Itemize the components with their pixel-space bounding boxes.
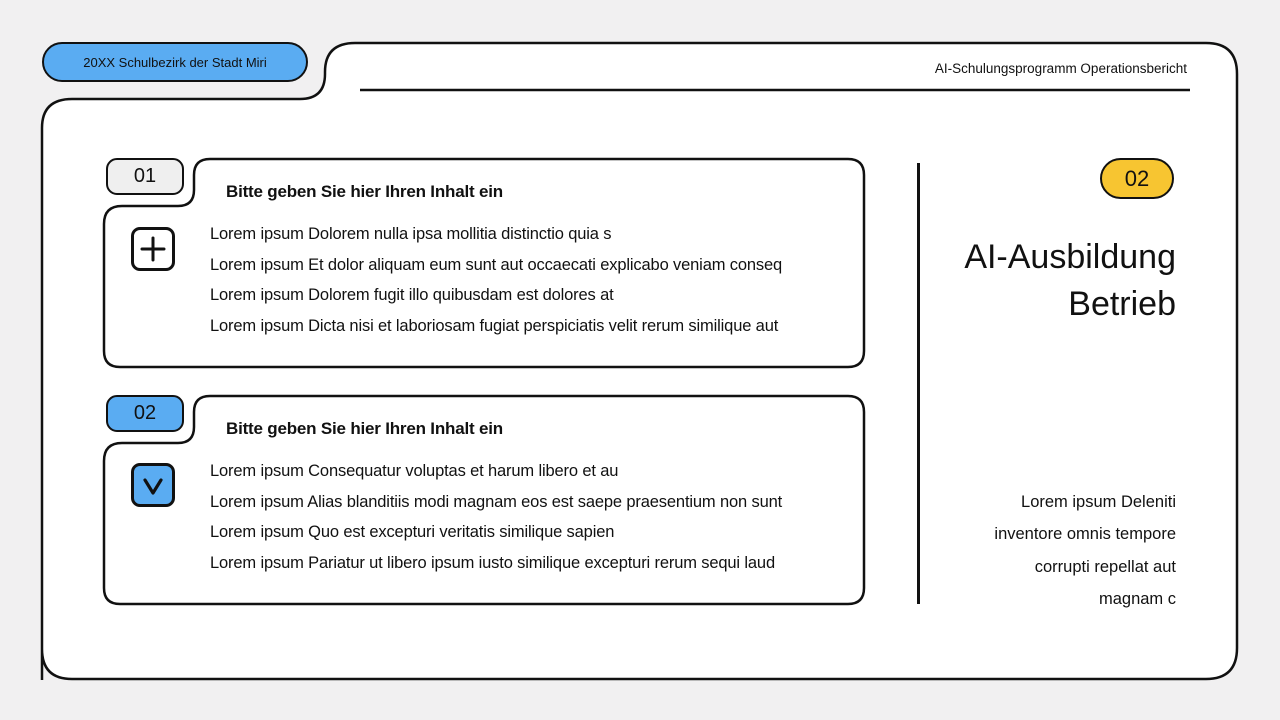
report-title: AI-Schulungsprogramm Operationsbericht <box>934 61 1187 76</box>
card-1-line-3: Lorem ipsum Dolorem fugit illo quibusdam est dolores at <box>210 286 614 304</box>
plus-icon <box>131 227 175 271</box>
section-desc-line-4: magnam c <box>1098 589 1176 608</box>
vertical-divider <box>917 163 920 604</box>
section-desc-line-1: Lorem ipsum Deleniti <box>1021 493 1176 511</box>
card-1-title: Bitte geben Sie hier Ihren Inhalt ein <box>226 182 503 201</box>
card-2-number-tab <box>106 395 184 432</box>
card-2-number: 02 <box>133 402 157 424</box>
district-badge <box>42 42 308 82</box>
card-1-number: 01 <box>133 165 157 187</box>
section-desc-line-2: inventore omnis tempore <box>994 525 1176 544</box>
section-number: 02 <box>1124 165 1150 191</box>
card-2-title: Bitte geben Sie hier Ihren Inhalt ein <box>226 419 503 438</box>
section-description <box>994 486 1176 615</box>
card-2-line-2: Lorem ipsum Alias blanditiis modi magnam eos est saepe praesentium non sunt <box>210 492 783 511</box>
section-number-badge <box>1100 158 1174 199</box>
card-2-line-3: Lorem ipsum Quo est excepturi veritatis similique sapien <box>210 523 615 541</box>
card-2-line-1: Lorem ipsum Consequatur voluptas et harum libero et au <box>210 462 619 480</box>
card-1-line-2: Lorem ipsum Et dolor aliquam eum sunt aut occaecati explicabo veniam conseq <box>210 255 783 274</box>
section-title <box>964 234 1176 328</box>
district-label: 20XX Schulbezirk der Stadt Miri <box>83 54 267 70</box>
checkmark-icon <box>131 463 175 507</box>
card-2-lines <box>210 456 782 578</box>
card-1-line-1: Lorem ipsum Dolorem nulla ipsa mollitia distinctio quia s <box>210 225 612 243</box>
card-1-number-tab <box>106 158 184 195</box>
section-title-line-1: AI-Ausbildung <box>964 238 1176 276</box>
section-title-line-2: Betrieb <box>1068 285 1176 323</box>
section-desc-line-3: corrupti repellat aut <box>1034 557 1176 576</box>
card-1-lines <box>210 219 782 341</box>
card-1-line-4: Lorem ipsum Dicta nisi et laboriosam fugiat perspiciatis velit rerum similique aut <box>210 316 779 335</box>
card-2-line-4: Lorem ipsum Pariatur ut libero ipsum iusto similique excepturi rerum sequi laud <box>210 553 775 572</box>
